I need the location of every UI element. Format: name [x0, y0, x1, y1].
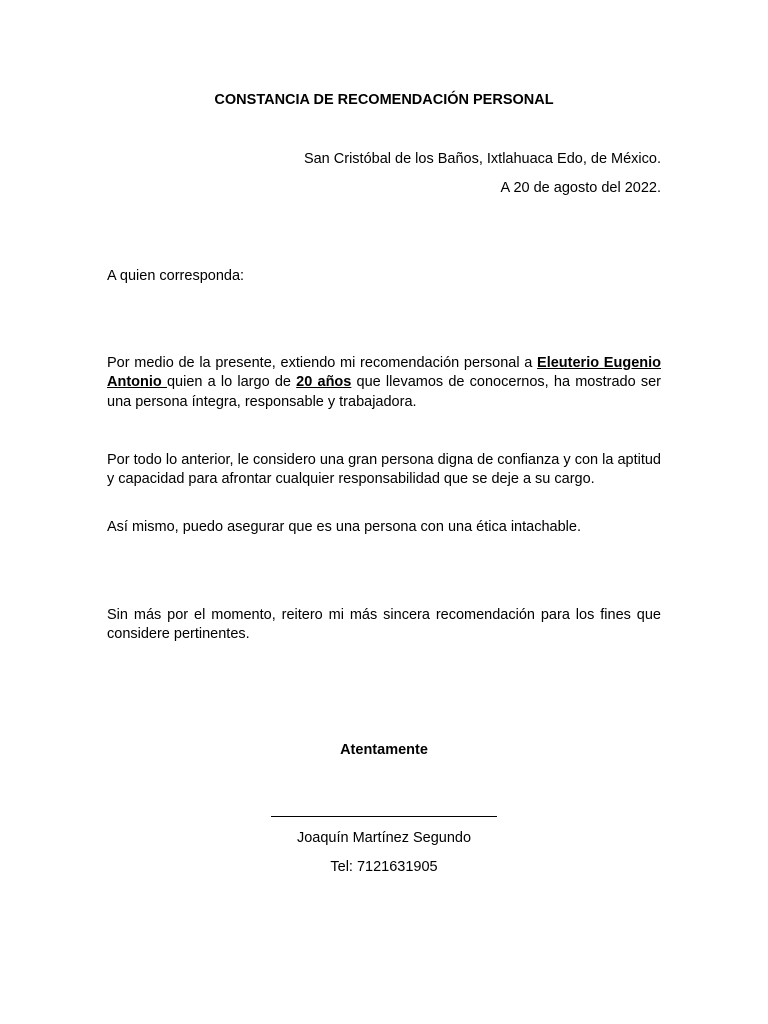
trust-paragraph: Por todo lo anterior, le considero una gran persona digna de confianza y con la aptitud y capacidad para afrontar cualquier responsabilidad que se deje a su cargo.: [107, 452, 661, 488]
closing-salutation: Atentamente: [340, 742, 428, 758]
years-known: 20 años: [296, 374, 352, 391]
date-line: A 20 de agosto del 2022.: [500, 180, 661, 196]
paragraph-text: Por medio de la presente, extiendo mi recomendación personal a: [107, 355, 538, 371]
signer-name: Joaquín Martínez Segundo: [296, 830, 472, 846]
closing-paragraph: Sin más por el momento, reitero mi más sincera recomendación para los fines que considere pertinentes.: [107, 607, 661, 643]
paragraph-text: quien a lo largo de: [166, 374, 297, 391]
signature-line: [271, 816, 497, 817]
signer-phone: Tel: 7121631905: [330, 859, 438, 875]
document-title: CONSTANCIA DE RECOMENDACIÓN PERSONAL: [214, 92, 554, 108]
recommended-person-name: Eleuterio Eugenio Antonio: [107, 355, 661, 391]
place-line: San Cristóbal de los Baños, Ixtlahuaca Edo, de México.: [303, 151, 661, 167]
recommendation-paragraph: [107, 354, 661, 412]
paragraph-text: que llevamos de conocernos, ha mostrado ser una persona íntegra, responsable y trabajadora.: [107, 374, 661, 410]
salutation: A quien corresponda:: [107, 268, 245, 284]
ethics-paragraph: Así mismo, puedo asegurar que es una persona con una ética intachable.: [107, 519, 581, 535]
